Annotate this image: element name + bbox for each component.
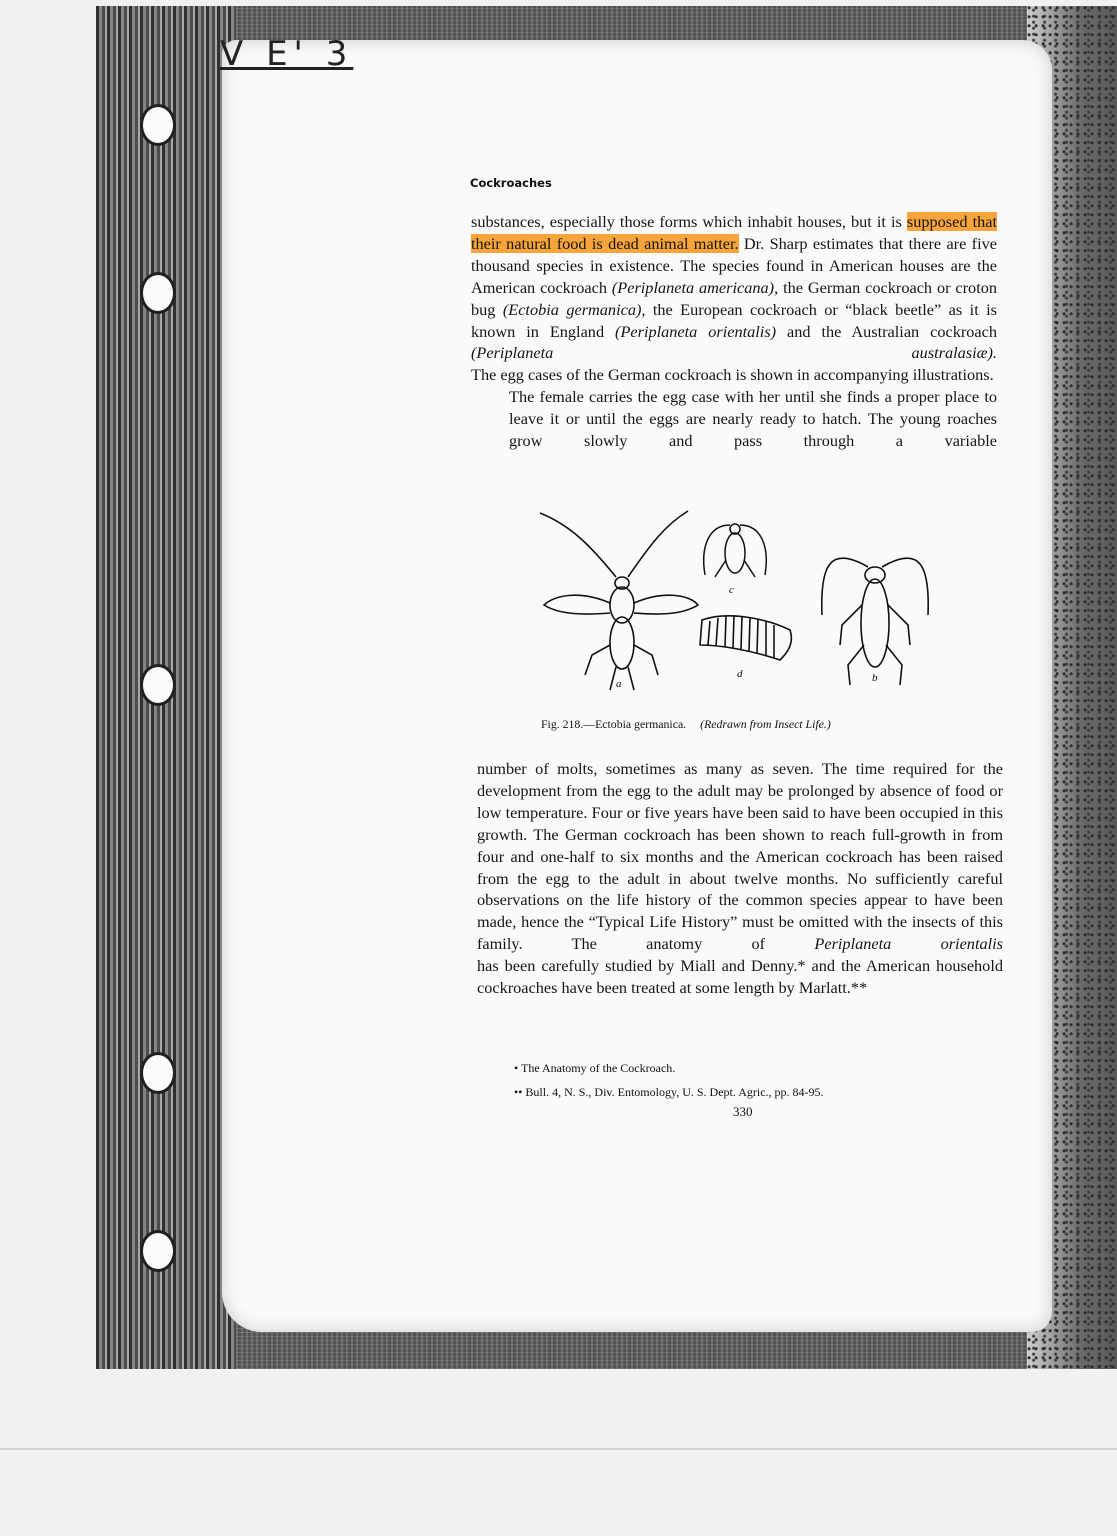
highlighted-text: supposed that their natural food is dead animal matter.: [471, 212, 997, 253]
figure-label-c: c: [729, 584, 734, 596]
species-name: (Periplaneta orientalis): [615, 321, 777, 341]
scan-label: V E' 3: [220, 34, 354, 74]
body-paragraph-2: number of molts, sometimes as many as seven. The time required for the development from the egg to the adult may be prolonged by absence of food or low temperature. Four or five years have been said to have been occupied in this growth. The German cockroach has been shown to reach full-growth in from four and one-half to six months and the American cockroach has been raised from the egg to the adult in about twelve months. No sufficiently careful observations on the life history of the common species appear to have been made, hence the “Typical Life History” must be omitted with the insects of this family. The anatomy of Periplaneta orientalis has been carefully studied by Miall and Denny.* and the American household cockroaches have been treated at some length by Marlatt.**: [477, 759, 1003, 998]
species-name: (Periplaneta australasiæ).: [471, 343, 997, 363]
punch-hole: [140, 272, 176, 314]
species-name: Periplaneta orientalis: [814, 934, 1003, 954]
body-paragraph-1: substances, especially those forms which inhabit houses, but it is supposed that their natural food is dead animal matter. Dr. Sharp estimates that there are five thousand species in existence. The species found in American houses are the American cockroach (Periplaneta americana), the German cockroach or croton bug (Ectobia germanica), the European cockroach or “black beetle” as it is known in England (Periplaneta orientalis) and the Australian cockroach (Periplaneta australasiæ). The egg cases of the German cockroach is shown in accompanying illustrations. The female carries the egg case with her until she finds a proper place to leave it or until the eggs are nearly ready to hatch. The young roaches grow slowly and pass through a variable: [471, 212, 998, 451]
nymph-c-icon: [704, 524, 767, 577]
footnote-2: •• Bull. 4, N. S., Div. Entomology, U. S. Dept. Agric., pp. 84-95.: [514, 1085, 824, 1099]
cockroach-illustration: [530, 505, 950, 700]
figure-label-a: a: [616, 678, 622, 690]
punch-hole: [140, 1052, 176, 1094]
body-paragraph-1b: The female carries the egg case with her until she finds a proper place to leave it or until the eggs are nearly ready to hatch. The young roaches grow slowly and pass through a variable: [509, 387, 997, 451]
figure-label-b: b: [872, 672, 878, 684]
species-name: (Ectobia germanica),: [502, 299, 646, 319]
running-head: Cockroaches: [470, 176, 552, 190]
cockroach-a-icon: [540, 511, 698, 690]
egg-case-d-icon: [700, 615, 791, 660]
punch-hole: [140, 104, 176, 146]
punch-hole: [140, 664, 176, 706]
page-number: 330: [733, 1104, 753, 1119]
footnote-1: • The Anatomy of the Cockroach.: [514, 1061, 676, 1075]
scan-bottom-edge: [0, 1448, 1117, 1450]
figure-caption-source: (Redrawn from Insect Life.): [700, 717, 831, 731]
punch-hole: [140, 1230, 176, 1272]
figure-label-d: d: [737, 668, 743, 680]
figure-caption: Fig. 218.—Ectobia germanica. (Redrawn from Insect Life.): [541, 717, 831, 731]
cockroach-b-icon: [822, 558, 928, 685]
species-name: (Periplaneta americana),: [611, 277, 779, 297]
